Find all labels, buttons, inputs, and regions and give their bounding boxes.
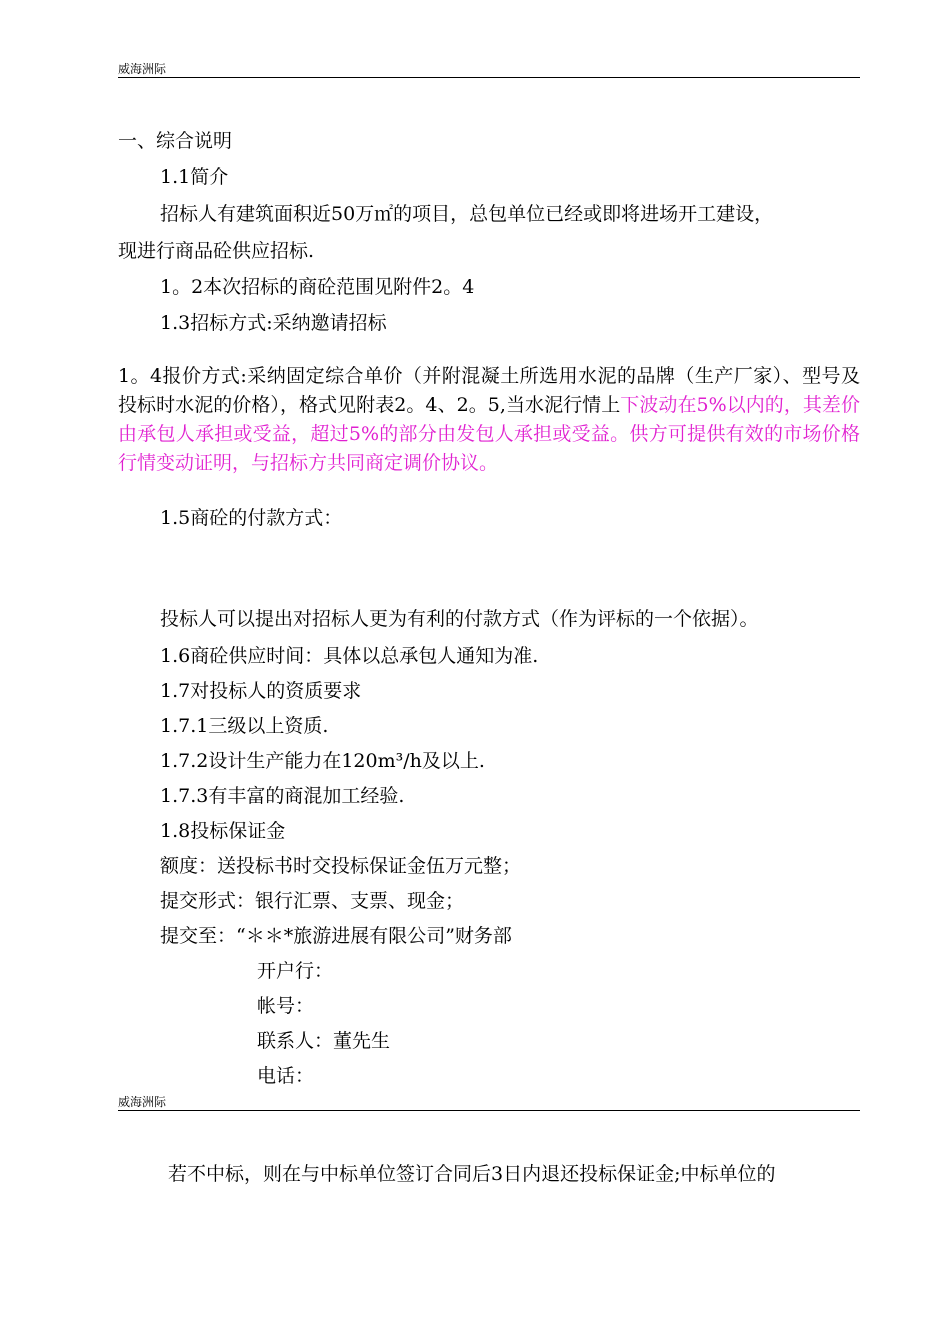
- section-1-6: 1.6商砼供应时间：具体以总承包人通知为准.: [160, 645, 539, 667]
- bank-label: 开户行：: [257, 960, 334, 982]
- section-1-3: 1.3招标方式:采纳邀请招标: [160, 312, 387, 334]
- section-1-7-3: 1.7.3有丰富的商混加工经验.: [160, 785, 405, 807]
- section-1-1-body-line2: 现进行商品砼供应招标.: [118, 240, 315, 262]
- account-label: 帐号：: [257, 995, 315, 1017]
- section-1-4-text: 1。4报价方式:采纳固定综合单价（并附混凝土所选用水泥的品牌（生产厂家）、型号及投标时水泥的价格），格式见附表2。4、2。5,当水泥行情上: [118, 365, 860, 416]
- section-1-8: 1.8投标保证金: [160, 820, 286, 842]
- section-1-4-highlight: 下波动在5%以内的，其差价由承包人承担或受益，超过5%的部分由发包人承担或受益。供方可提供有效的市场价格行情变动证明，与招标方共同商定调价协议。: [118, 394, 860, 474]
- phone-label: 电话：: [257, 1065, 315, 1087]
- deposit-submit-to: 提交至：“＊＊*旅游进展有限公司”财务部: [160, 925, 512, 947]
- section-1-1-body-line1: 招标人有建筑面积近50万㎡的项目，总包单位已经或即将进场开工建设，: [160, 203, 774, 225]
- header-label: 威海洲际: [118, 1095, 167, 1109]
- section-1-4-paragraph: [118, 362, 860, 478]
- page-header-top: [118, 62, 860, 78]
- header-label: 威海洲际: [118, 62, 167, 76]
- section-1-7: 1.7对投标人的资质要求: [160, 680, 362, 702]
- section-1-7-2: 1.7.2设计生产能力在120m³/h及以上.: [160, 750, 485, 772]
- section-heading: 一、综合说明: [118, 130, 233, 152]
- deposit-amount: 额度：送投标书时交投标保证金伍万元整；: [160, 855, 522, 877]
- page-header-second: [118, 1095, 860, 1111]
- section-1-2: 1。2本次招标的商砼范围见附件2。4: [160, 276, 475, 298]
- refund-line: 若不中标，则在与中标单位签订合同后3日内退还投标保证金;中标单位的: [168, 1163, 776, 1185]
- contact-line: 联系人：董先生: [257, 1030, 391, 1052]
- deposit-form: 提交形式：银行汇票、支票、现金；: [160, 890, 465, 912]
- section-1-5: 1.5商砼的付款方式：: [160, 507, 343, 529]
- section-1-1-title: 1.1简介: [160, 166, 229, 188]
- payment-alternative-note: 投标人可以提出对招标人更为有利的付款方式（作为评标的一个依据）。: [160, 608, 759, 630]
- section-1-7-1: 1.7.1三级以上资质.: [160, 715, 329, 737]
